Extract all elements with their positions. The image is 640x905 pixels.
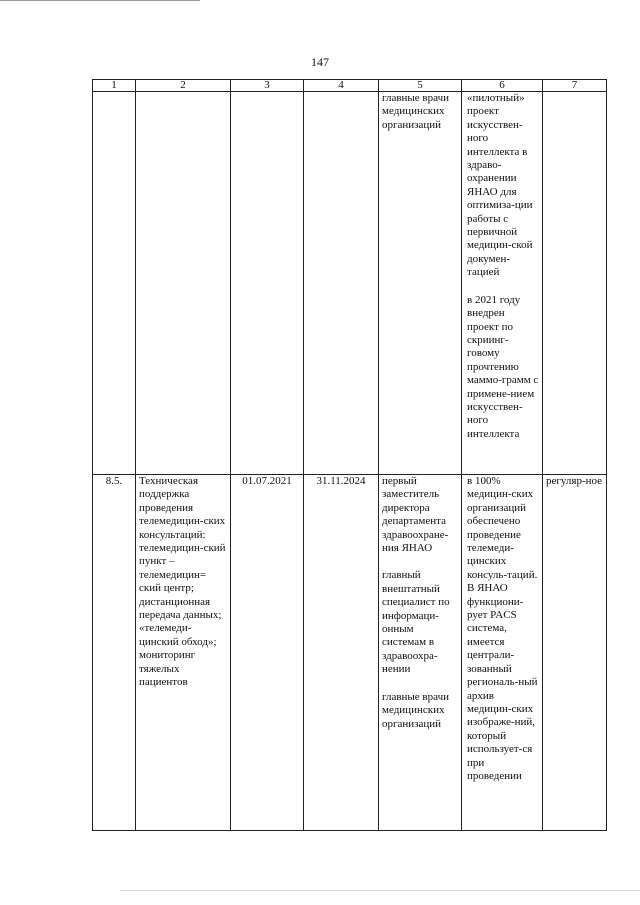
- cell-result: [462, 92, 543, 475]
- column-number: 4: [304, 80, 379, 92]
- column-number: 7: [543, 80, 607, 92]
- scan-edge-bottom: [120, 890, 640, 891]
- cell-activity: [136, 92, 231, 475]
- cell-periodicity: регуляр-ное: [543, 475, 607, 831]
- cell-end-date: [304, 92, 379, 475]
- responsible-chief-specialist: главный внештатный специалист по информаци-онным системам в здравоохра-нении: [382, 569, 450, 676]
- column-number-row: [93, 80, 607, 92]
- cell-responsible: [379, 475, 462, 831]
- responsible-chief-doctors: главные врачи медицинских организаций: [382, 690, 449, 730]
- cell-number: 8.5.: [93, 475, 136, 831]
- column-number: 2: [136, 80, 231, 92]
- result-text-pilot: «пилотный» проект искусствен-ного интеллекта в здраво-охранении ЯНАО для оптимиза-ции работы с первичной медицин-ской докумен-тацией: [467, 92, 533, 279]
- cell-number: [93, 92, 136, 475]
- scan-edge-top: [0, 0, 200, 1]
- cell-start-date: [231, 92, 304, 475]
- cell-end-date: 31.11.2024: [304, 475, 379, 831]
- cell-start-date: 01.07.2021: [231, 475, 304, 831]
- responsible-first-deputy: первый заместитель директора департамента здравоохране-ния ЯНАО: [382, 475, 449, 555]
- responsible-text: главные врачи медицинских организаций: [382, 92, 449, 131]
- result-text-mammography: в 2021 году внедрен проект по скриинг-говому прочтению маммо-грамм с примене-нием искусствен-ного интеллекта: [467, 293, 539, 440]
- column-number: 1: [93, 80, 136, 92]
- column-number: 6: [462, 80, 543, 92]
- table-row-continued: [93, 92, 607, 475]
- column-number: 5: [379, 80, 462, 92]
- table-row-8-5: [93, 475, 607, 831]
- cell-result: в 100% медицин-ских организаций обеспечено проведение телемеди-цинских консуль-таций. В ЯНАО функциони-рует PACS система, имеется централи-зованный региональ-ный архив медицин-ских изображе-ний, который использует-ся при проведении: [462, 475, 543, 831]
- plan-table: [92, 79, 607, 831]
- column-number: 3: [231, 80, 304, 92]
- cell-activity: Техническая поддержка проведения телемедицин-ских консультаций: телемедицин-ский пункт – телемедицин= ский центр; дистанционная передача данных; «телемеди-цинский обход»; мониторинг тяжелых пациентов: [136, 475, 231, 831]
- cell-responsible: [379, 92, 462, 475]
- page-number: 147: [311, 55, 329, 69]
- cell-periodicity: [543, 92, 607, 475]
